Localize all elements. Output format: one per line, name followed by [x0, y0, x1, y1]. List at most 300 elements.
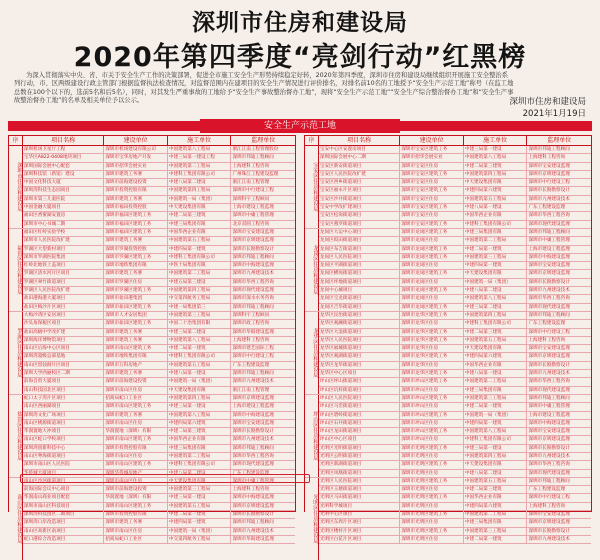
row-contractor: 中建四局第一建筑 [168, 519, 232, 526]
row-project: 龙华区福城街道项目 [319, 345, 400, 352]
row-builder: 深圳市坪山区建筑工务 [400, 395, 464, 402]
row-contractor: 中建八局第二建设 [464, 287, 528, 294]
row-supervisor: 深圳市京圳建设监理 [232, 503, 274, 509]
row-project: 光明区楼村片区项目 [319, 528, 400, 535]
row-supervisor: 深圳市现代建设监理 [528, 470, 570, 476]
row-contractor: 中建一局集团第三 [168, 304, 232, 311]
row-builder: 深圳市前海建设投资 [104, 179, 168, 186]
row-builder: 深圳市投资控股有限 [104, 187, 168, 194]
row-builder: 深圳市光明区住房 [400, 536, 464, 543]
district-group-label: 深圳市住房和建设局 [9, 146, 23, 228]
table-row [305, 154, 591, 162]
row-project: 宝安区福永片区项目 [319, 187, 400, 194]
row-builder: 深圳市建筑工务署 [104, 237, 168, 244]
row-supervisor: 北京双圆工程咨询 [232, 221, 270, 227]
table-row [9, 503, 295, 511]
row-supervisor: 深圳市九州建设技术 [528, 536, 570, 542]
page-title-line-1: 深圳市住房和建设局 [192, 10, 408, 36]
row-contractor: 中交第四航务工程局 [168, 536, 232, 543]
row-builder: 深圳市坪山区建筑工务 [400, 412, 464, 419]
row-builder: 深圳市前海建设投资 [104, 378, 168, 385]
row-project: 深圳市南山区人民医院 [23, 461, 104, 468]
row-supervisor: 深圳市华西工程咨询 [528, 379, 570, 385]
row-builder: 深圳市光明区住房 [400, 453, 464, 460]
row-builder: 深圳市建筑工务署 [104, 171, 168, 178]
row-project: 深圳海洋博物馆项目 [23, 337, 104, 344]
row-supervisor: 广州珠江工程建设监理 [232, 171, 279, 177]
row-project: 深圳湾科技生态园项目 [23, 187, 104, 194]
table-row [305, 486, 591, 494]
row-supervisor: 深圳市宝安建设监理 [528, 163, 570, 169]
table-row [9, 387, 295, 395]
row-contractor: 中国建筑第二工程局 [168, 453, 232, 460]
row-project: 深圳市南山区科技项目 [23, 503, 104, 510]
row-builder: 深圳市南山区建筑工务 [104, 345, 168, 352]
row-project: 罗湖区大望新村项目 [23, 246, 104, 253]
row-supervisor: 广东工程建设监理 [528, 487, 566, 493]
row-supervisor: 深圳市邦迪工程顾问 [232, 445, 274, 451]
table-row [9, 262, 295, 270]
row-contractor: 中国建筑一局（集团） [464, 279, 528, 286]
row-supervisor: 深圳市邦迪工程顾问 [232, 254, 274, 260]
row-project: 坪山区中心区项目 [319, 436, 400, 443]
row-builder: 深圳市盐田区建筑工务 [104, 304, 168, 311]
table-row [305, 246, 591, 254]
row-contractor: 中国华西企业有限 [464, 212, 528, 219]
row-supervisor: 深圳市九州建设技术 [232, 379, 274, 385]
row-contractor: 中国建筑第三工程局 [168, 486, 232, 493]
row-project: 深圳机场卫星厅工程 [23, 146, 104, 153]
header-builder: 建设单位 [400, 136, 464, 145]
row-supervisor: 深圳市九州建设技术 [232, 437, 274, 443]
row-builder: 深圳市罗湖区建筑工务 [104, 287, 168, 294]
table-row [305, 329, 591, 337]
table-row [9, 196, 295, 204]
row-builder: 深圳市地铁集团有限 [104, 353, 168, 360]
row-contractor: 中建二局第三建筑 [464, 163, 528, 170]
row-builder: 深圳市南山区建筑工务 [104, 436, 168, 443]
row-contractor: 中建二局第一建筑 [464, 536, 528, 543]
row-project: 深圳湾超级总部基地 [23, 353, 104, 360]
table-row [9, 453, 295, 461]
row-supervisor: 深圳市中海建设监理 [232, 263, 274, 269]
table-row [305, 279, 591, 287]
row-supervisor: 深圳市长勘勘察设计 [528, 362, 570, 368]
table-row [9, 179, 295, 187]
row-project: 光明区公明街道项目 [319, 453, 400, 460]
row-builder: 深圳市龙岗区住房 [400, 262, 464, 269]
table-row [9, 229, 295, 237]
row-contractor: 中建三局集团有限 [168, 221, 232, 228]
table-row [305, 412, 591, 420]
row-contractor: 中国建筑第三工程局 [464, 528, 528, 535]
row-project: 深圳市第三儿童医院 [23, 196, 104, 203]
table-row [305, 204, 591, 212]
header-project: 项目名称 [23, 136, 104, 145]
row-supervisor: 深圳市华西工程咨询 [232, 279, 274, 285]
row-contractor: 中建四局第六建筑 [464, 503, 528, 510]
row-builder: 深圳市南山区住房 [104, 387, 168, 394]
row-supervisor: 深圳市邦迪工程顾问 [232, 520, 274, 526]
row-project: 光明区马田街道项目 [319, 494, 400, 501]
row-contractor: 中建四局第一建筑 [168, 246, 232, 253]
row-contractor: 中建科工集团有限公司 [464, 436, 528, 443]
row-builder: 深圳市坪山区住房 [400, 436, 464, 443]
row-contractor: 中国建筑一局（集团） [168, 378, 232, 385]
row-supervisor: 深圳市宝安建设监理 [528, 429, 570, 435]
table-body [305, 146, 591, 544]
row-contractor: 中国建筑第八工程局 [168, 337, 232, 344]
table-row [305, 179, 591, 187]
row-contractor: 中建二局第一建筑 [464, 403, 528, 410]
table-row [305, 237, 591, 245]
table-row [9, 304, 295, 312]
table-row [9, 270, 295, 278]
row-contractor: 中建二局第一建筑 [168, 345, 232, 352]
row-supervisor: 深圳市京圳建设监理 [528, 354, 570, 360]
row-builder: 深圳市龙岗区住房 [400, 279, 464, 286]
row-builder: 深圳市坪山区住房 [400, 387, 464, 394]
row-contractor: 中国建筑第二工程局 [464, 511, 528, 518]
row-builder: 深圳市光明区建筑工务 [400, 528, 464, 535]
row-contractor: 中国二十冶集团有限 [168, 320, 232, 327]
row-supervisor: 深圳市华西工程咨询 [528, 213, 570, 219]
row-project: 深圳市中心书城二期 [23, 221, 104, 228]
row-project: 光明区玉塘街道项目 [319, 486, 400, 493]
row-contractor: 中建科工集团有限公司 [168, 461, 232, 468]
row-supervisor: 深圳市邦迪工程顾问 [232, 371, 274, 377]
table-row [9, 378, 295, 386]
row-builder: 深圳市龙岗区住房 [400, 295, 464, 302]
row-project: 光明中心区项目 [319, 511, 400, 518]
row-project: 龙岗中心城项目 [319, 287, 400, 294]
row-builder: 深圳市宝安区建筑工务 [400, 204, 464, 211]
row-project: 华润置地大冲项目 [23, 428, 104, 435]
row-project: 龙华区人民医院项目 [319, 337, 400, 344]
row-project: 盐田港海港大厦项目 [23, 295, 104, 302]
district-group-label: 福田区住房和建设局 [9, 229, 23, 311]
district-group-label: 龙岗区住房和建设局 [305, 229, 319, 311]
row-contractor: 中建三局第二建设 [168, 329, 232, 336]
table-row [9, 254, 295, 262]
table-row [305, 171, 591, 179]
table-row [305, 428, 591, 436]
row-builder: 深圳市投资控股有限 [104, 445, 168, 452]
row-project: 南山区蛇口学校项目 [23, 436, 104, 443]
row-contractor: 中建五局第三建设 [168, 279, 232, 286]
table-row [9, 395, 295, 403]
row-builder: 深圳市前海建设投资 [104, 486, 168, 493]
table-row [9, 237, 295, 245]
row-project: 深圳湾口岸改造项目 [23, 519, 104, 526]
row-contractor: 中国建筑第八工程局 [464, 428, 528, 435]
table-row [9, 403, 295, 411]
row-supervisor: 深圳市九州建设技术 [528, 453, 570, 459]
row-contractor: 中国建筑第八工程局 [168, 146, 232, 153]
row-contractor: 中国建筑第二工程局 [464, 237, 528, 244]
row-builder: 深圳市龙岗区建筑工务 [400, 287, 464, 294]
row-supervisor: 深圳市邦迪工程顾问 [232, 304, 274, 310]
row-contractor: 中国建筑第二工程局 [168, 270, 232, 277]
row-supervisor: 深圳市邦迪工程顾问 [528, 478, 570, 484]
row-contractor: 中国建筑第三工程局 [464, 395, 528, 402]
row-builder: 深圳市坪山区建筑工务 [400, 428, 464, 435]
row-contractor: 中建三局第一建设 [168, 494, 232, 501]
table-row [9, 295, 295, 303]
table-row [305, 254, 591, 262]
district-group-label: 光明区住房和建设局 [305, 478, 319, 560]
table-row [9, 279, 295, 287]
row-builder: 深圳市盐田区建筑工务 [104, 320, 168, 327]
row-project: 前海国际会议中心项目 [23, 486, 104, 493]
row-project: 罗湖区清水河片区项目 [23, 270, 104, 277]
row-builder: 深圳市机场建设有限公司 [104, 146, 168, 153]
row-builder: 深圳华侨城房地产 [104, 470, 168, 477]
row-supervisor: 上海建科工程咨询 [528, 337, 566, 343]
row-contractor: 中建二局第三建筑 [168, 428, 232, 435]
table-row [9, 519, 295, 527]
row-builder: 深圳市龙岗区建筑工务 [400, 254, 464, 261]
row-project: 龙岗区坂田街道项目 [319, 237, 400, 244]
row-contractor: 中国建筑第五工程局 [464, 196, 528, 203]
row-project: 盐田区梅沙片区项目 [23, 304, 104, 311]
row-builder: 深圳市光明区住房 [400, 503, 464, 510]
row-contractor: 中建三局集团有限 [168, 445, 232, 452]
header-contractor: 施工单位 [464, 136, 528, 145]
row-builder: 深圳市宝安区住房 [400, 163, 464, 170]
row-supervisor: 上海市建设工程监理 [232, 205, 274, 211]
row-contractor: 中建科工集团有限公司 [168, 171, 232, 178]
row-contractor: 中国建筑第二工程局 [464, 378, 528, 385]
table-row [305, 295, 591, 303]
row-contractor: 中建三局集团有限 [464, 229, 528, 236]
row-contractor: 中铁十局集团有限 [168, 262, 232, 269]
row-supervisor: 上海市建设工程监理 [528, 246, 570, 252]
row-builder: 深圳市龙华区建筑工务 [400, 370, 464, 377]
highlight-box [20, 474, 310, 483]
row-supervisor: 深圳市中庸工程管理 [232, 478, 274, 484]
row-project: 龙华区中心区项目 [319, 370, 400, 377]
table-row [9, 329, 295, 337]
row-project: 南山区粤海街道项目 [23, 453, 104, 460]
table-row [9, 287, 295, 295]
row-project: 宝安区沙井街道项目 [319, 196, 400, 203]
row-supervisor: 深圳市九州建设技术 [528, 196, 570, 202]
row-project: 光明区凤凰街道项目 [319, 470, 400, 477]
table-row [305, 528, 591, 536]
row-contractor: 中国建筑第八工程局 [464, 295, 528, 302]
row-builder: 深圳市坪山区建筑工务 [400, 378, 464, 385]
district-group-label: 南山区住房和建设局 [9, 478, 23, 560]
row-project: 中国金融大厦项目 [23, 204, 104, 211]
row-contractor: 中天建设集团有限 [464, 461, 528, 468]
row-project: 宝安中学改扩建项目 [319, 204, 400, 211]
row-project: 龙岗区坪地街道项目 [319, 279, 400, 286]
row-contractor: 中建科工集团有限公司 [168, 353, 232, 360]
row-project: 光明区白花片区项目 [319, 536, 400, 543]
header-seq: 序 [305, 136, 319, 145]
row-project: 坪山区马峦街道项目 [319, 403, 400, 410]
row-contractor: 中建三局第二建设 [464, 304, 528, 311]
table-row [9, 428, 295, 436]
row-contractor: 中建四局第一建筑 [464, 262, 528, 269]
row-project: 前海自贸大厦项目 [23, 378, 104, 385]
row-builder: 深圳市投资控股有限 [104, 511, 168, 518]
row-supervisor: 深圳市现代建设监理 [528, 387, 570, 393]
header-supervisor: 监理单位 [547, 137, 572, 144]
row-builder: 华润置地（深圳）有限 [104, 428, 168, 435]
row-builder: 深圳市龙华区建筑工务 [400, 353, 464, 360]
table-row [305, 445, 591, 453]
table-row [9, 221, 295, 229]
row-supervisor: 深圳市邦迪工程顾问 [528, 312, 570, 318]
row-project: 光明区东周片区项目 [319, 519, 400, 526]
table-row [305, 378, 591, 386]
table-row [9, 337, 295, 345]
row-contractor: 中建三局集团有限 [464, 387, 528, 394]
header-project: 项目名称 [319, 136, 400, 145]
header-builder: 建设单位 [104, 136, 168, 145]
row-project: 盐田高级中学改扩建 [23, 329, 104, 336]
section-title: 安全生产示范工地 [200, 119, 400, 133]
row-builder: 深圳市光明区建筑工务 [400, 494, 464, 501]
row-project: 光明科学城项目 [319, 503, 400, 510]
row-builder: 招商局蛇口工业区 [104, 536, 168, 543]
row-builder: 深圳市宝安区住房 [400, 196, 464, 203]
row-builder: 招商局蛇口工业区 [104, 395, 168, 402]
table-row [305, 536, 591, 544]
row-contractor: 中国建筑第五工程局 [464, 337, 528, 344]
table-row [305, 470, 591, 478]
row-project: 坪山区碧岭街道项目 [319, 412, 400, 419]
header-supervisor: 监理单位 [251, 137, 276, 144]
table-row [9, 511, 295, 519]
row-contractor: 中建二局第一建筑 [168, 511, 232, 518]
row-contractor: 中建八局第二建设 [168, 470, 232, 477]
row-builder: 深圳市建筑工务署 [104, 370, 168, 377]
row-supervisor: 浙江江南工程管理 [232, 180, 270, 186]
row-project: 龙岗区布吉街道项目 [319, 246, 400, 253]
row-contractor: 中国建筑第五工程局 [168, 503, 232, 510]
row-builder: 深圳市龙华区建筑工务 [400, 337, 464, 344]
row-supervisor: 深圳市现代建设监理 [528, 221, 570, 227]
row-builder: 深圳市龙岗区建筑工务 [400, 229, 464, 236]
row-project: 龙岗区大运中心项目 [319, 229, 400, 236]
table-row [305, 519, 591, 527]
row-supervisor: 深圳市京圳建设监理 [528, 171, 570, 177]
row-builder: 深圳市建筑工务署 [104, 337, 168, 344]
row-contractor: 中建四局第六建筑 [464, 353, 528, 360]
table-row [305, 262, 591, 270]
table-row [305, 511, 591, 519]
row-project: 深圳市罗湖医院集团 [23, 254, 104, 261]
row-supervisor: 上海市建设工程监理 [528, 412, 570, 418]
table-row [305, 304, 591, 312]
table-row [9, 171, 295, 179]
row-project: 南山区桃源街道项目 [23, 420, 104, 427]
row-contractor: 中国建筑一局（集团） [168, 196, 232, 203]
row-project: 光明区人民医院项目 [319, 478, 400, 485]
left-table [8, 135, 296, 544]
table-row [9, 204, 295, 212]
row-builder: 深圳市坪山区住房 [400, 420, 464, 427]
row-contractor: 中建三局集团有限 [464, 519, 528, 526]
row-builder: 深圳市福田投资控股 [104, 204, 168, 211]
row-builder: 深圳市宝华房地产开发 [104, 154, 168, 161]
row-supervisor: 深圳市邦迪工程顾问 [528, 147, 570, 152]
table-row [9, 320, 295, 328]
row-supervisor: 上海建科工程咨询 [528, 155, 566, 161]
row-contractor: 中建科工集团有限公司 [464, 320, 528, 327]
table-header [9, 136, 295, 146]
row-builder: 深圳市宝安区建筑工务 [400, 171, 464, 178]
table-row [305, 395, 591, 403]
row-builder: 深圳市光明区住房 [400, 470, 464, 477]
row-supervisor: 深圳市九州建设技术 [528, 371, 570, 377]
row-project: 坪山区龙田街道项目 [319, 428, 400, 435]
row-supervisor: 深圳市华西工程咨询 [528, 462, 570, 468]
table-row [9, 420, 295, 428]
table-row [9, 163, 295, 171]
row-builder: 深圳市建筑工务署 [104, 270, 168, 277]
row-project: 龙岗区横岗街道项目 [319, 270, 400, 277]
row-builder: 深圳市光明区建筑工务 [400, 445, 464, 452]
row-supervisor: 广东工程建设监理 [528, 205, 566, 211]
row-supervisor: 深圳市中海建设监理 [528, 420, 570, 426]
row-supervisor: 深圳市京圳建设监理 [528, 437, 570, 443]
row-contractor: 中建二局第一建筑 [464, 246, 528, 253]
row-contractor: 中建四局第六建筑 [464, 187, 528, 194]
row-project: 华侨城大厦项目 [23, 470, 104, 477]
row-project: 坪山区坑梓街道项目 [319, 387, 400, 394]
row-project: 龙岗区吉华街道项目 [319, 304, 400, 311]
row-contractor: 中建八局第一建设 [168, 370, 232, 377]
row-contractor: 中建八局第二建设 [168, 179, 232, 186]
table-row [9, 445, 295, 453]
row-supervisor: 深圳市长勘勘察设计 [528, 188, 570, 194]
row-contractor: 中国建筑第五工程局 [168, 237, 232, 244]
table-row [9, 212, 295, 220]
table-row [305, 387, 591, 395]
row-supervisor: 深圳市中行建设工程 [528, 180, 570, 186]
row-project: 罗湖区翠竹街道项目 [23, 279, 104, 286]
row-contractor: 中国华西企业有限 [464, 494, 528, 501]
row-project: 沙头角保税区项目 [23, 320, 104, 327]
table-row [305, 312, 591, 320]
row-supervisor: 深圳市九州建设技术 [528, 288, 570, 294]
row-contractor: 中国建筑第四工程局 [168, 287, 232, 294]
table-row [305, 478, 591, 486]
row-project: 龙华区大浪街道项目 [319, 329, 400, 336]
row-contractor: 中国建筑第四工程局 [464, 171, 528, 178]
row-builder: 深圳市龙岗区建筑工务 [400, 246, 464, 253]
row-contractor: 中国建筑第五工程局 [168, 362, 232, 369]
table-row [305, 345, 591, 353]
row-contractor: 中建四局第一建筑 [464, 420, 528, 427]
table-row [9, 246, 295, 254]
row-project: 宝安区松岗街道项目 [319, 212, 400, 219]
row-supervisor: 深圳市京圳建设监理 [528, 520, 570, 526]
row-contractor: 中国华西企业有限 [168, 436, 232, 443]
row-supervisor: 深圳市中庸工程管理 [232, 213, 274, 219]
row-builder: 深圳市罗湖投资控股 [104, 246, 168, 253]
row-supervisor: 深圳市中海建设监理 [528, 254, 570, 260]
row-builder: 深圳市光明区建筑工务 [400, 461, 464, 468]
row-supervisor: 深圳市中海建设监理 [232, 412, 274, 418]
row-builder: 深圳市人才安居集团 [104, 312, 168, 319]
row-builder: 深圳市建筑工务署 [104, 519, 168, 526]
row-project: 龙华区民治街道项目 [319, 312, 400, 319]
